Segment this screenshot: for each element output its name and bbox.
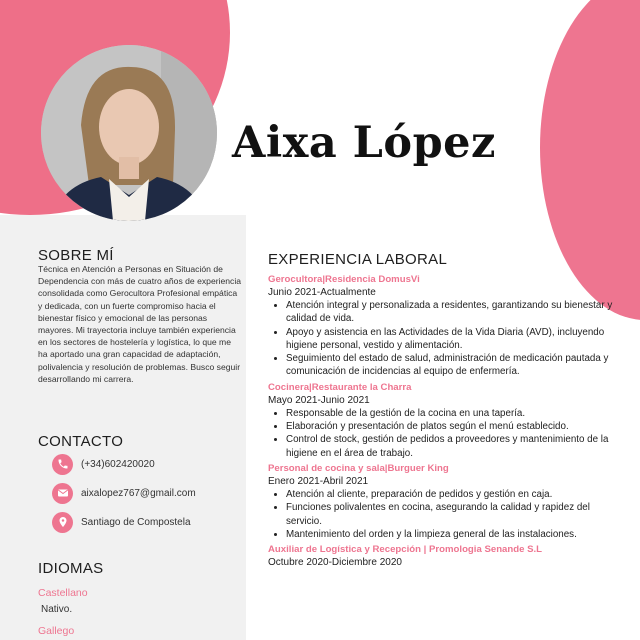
job-date: Octubre 2020-Diciembre 2020 — [268, 557, 402, 569]
language-name: Gallego — [38, 625, 75, 637]
contact-email-row — [52, 482, 196, 504]
job-bullet: • Seguimiento del estado de salud, administración de medicación pautada y comunicación de incidencias al equipo de enfermería. — [286, 352, 626, 379]
job-date: Mayo 2021-Junio 2021 — [268, 394, 370, 406]
job-entry — [268, 382, 626, 460]
job-bullet: • Mantenimiento del orden y la limpieza general de las instalaciones. — [286, 528, 626, 541]
job-bullet: • Atención al cliente, preparación de pedidos y gestión en caja. — [286, 488, 626, 501]
contact-location: Santiago de Compostela — [81, 516, 191, 528]
job-date: Junio 2021-Actualmente — [268, 287, 376, 298]
experience-section — [268, 251, 626, 568]
job-bullet: • Apoyo y asistencia en las Actividades de la Vida Diaria (AVD), incluyendo higiene personal, vestido y alimentación. — [286, 326, 626, 353]
language-level: Nativo. — [41, 604, 73, 615]
about-text: Técnica en Atención a Personas en Situación de Dependencia con más de cuatro años de experiencia consolidada como Gerocultora Profesional empática y dedicada, con un fuerte compromiso hacia el bienestar físico y emocional de las personas mayores. Mi trayectoria incluye también experiencia en los sectores de hostelería y logística, lo que me ha aportado una gran capacidad de adaptación, polivalencia y resolución de problemas. Busco seguir desarrollando mi carrera. — [38, 264, 242, 384]
languages-title: IDIOMAS — [38, 560, 104, 577]
job-title: Cocinera|Restaurante la Charra — [268, 381, 412, 393]
about-title: SOBRE MÍ — [38, 247, 114, 264]
job-bullets — [268, 407, 626, 460]
job-bullet: • Responsable de la gestión de la cocina en una tapería. — [286, 407, 626, 420]
job-entry — [268, 544, 626, 568]
person-name: Aixa López — [232, 118, 496, 168]
contact-phone-row — [52, 453, 155, 475]
job-date: Enero 2021-Abril 2021 — [268, 475, 369, 487]
location-pin-icon — [52, 512, 73, 533]
language-name: Castellano — [38, 587, 88, 599]
job-bullets — [268, 488, 626, 541]
job-title: Personal de cocina y sala|Burguer King — [268, 462, 449, 474]
phone-icon — [52, 454, 73, 475]
job-title: Gerocultora|Residencia DomusVi — [268, 274, 420, 285]
job-bullet: • Funciones polivalentes en cocina, asegurando la calidad y rapidez del servicio. — [286, 501, 626, 528]
job-bullet: • Control de stock, gestión de pedidos a proveedores y mantenimiento de la higiene en el área de trabajo. — [286, 433, 626, 460]
contact-title: CONTACTO — [38, 433, 124, 450]
experience-title: EXPERIENCIA LABORAL — [268, 251, 448, 268]
contact-phone: (+34)602420020 — [81, 458, 155, 470]
job-entry — [268, 463, 626, 541]
job-title: Auxiliar de Logística y Recepción | Promologia Senande S.L — [268, 544, 543, 556]
profile-photo — [41, 45, 217, 221]
job-bullets — [268, 299, 626, 379]
mail-icon — [52, 483, 73, 504]
contact-location-row — [52, 511, 191, 533]
job-bullet: • Atención integral y personalizada a residentes, garantizando su bienestar y calidad de vida. — [286, 299, 626, 326]
job-entry — [268, 274, 626, 379]
contact-email[interactable]: aixalopez767@gmail.com — [81, 487, 196, 499]
job-bullet: • Elaboración y presentación de platos según el menú establecido. — [286, 420, 626, 433]
